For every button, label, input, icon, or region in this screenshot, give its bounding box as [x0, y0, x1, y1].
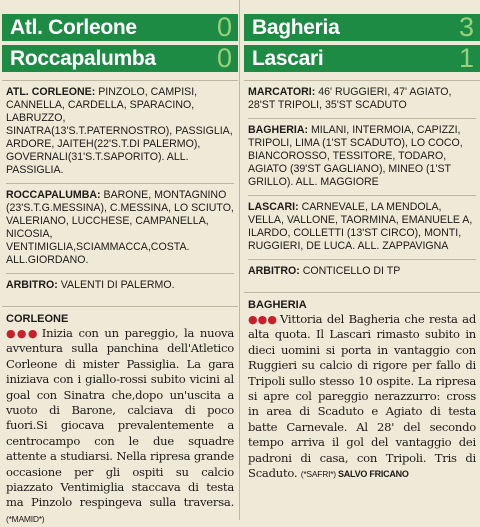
author-name: SALVO FRICANO: [337, 469, 409, 480]
match-info: [244, 80, 480, 284]
team-row-away: [244, 45, 480, 72]
team-row-away: [2, 45, 238, 72]
lineup-team-label: LASCARI:: [248, 201, 299, 213]
referee-name: CONTICELLO DI TP: [302, 265, 401, 277]
report-body: [6, 326, 234, 527]
lineup-team-label: ROCCAPALUMBA:: [6, 189, 101, 201]
signature-tag: (*SAFRI*): [300, 469, 336, 480]
match-column-corleone: [2, 0, 238, 527]
bullet-dots-icon: ●●●: [6, 327, 39, 340]
team-name: Atl. Corleone: [10, 15, 137, 39]
match-column-bagheria: [244, 0, 480, 482]
team-name: Bagheria: [252, 15, 340, 39]
lineup-away: [248, 195, 476, 259]
report-signature: (*MAMID*): [6, 513, 45, 524]
team-score: 0: [216, 43, 232, 73]
column-divider: [239, 0, 240, 520]
report-dateline: CORLEONE: [6, 313, 69, 325]
lineup-players: PINZOLO, CAMPISI, CANNELLA, CARDELLA, SPARACINO, LABRUZZO, SINATRA(13'S.T.PATERNOSTRO), PASSIGLIA, ARDORE, JAITEH(22'S.T.DI PALERMO), GOVERNALI(31'S.T.SAPORITO). ALL. PASSIGLIA.: [6, 86, 233, 176]
lineup-team-label: ATL. CORLEONE:: [6, 86, 96, 98]
team-score: 0: [216, 12, 232, 42]
lineup-players: CARNEVALE, LA MENDOLA, VELLA, VALLONE, TAORMINA, EMANUELE A, ILARDO, COLLETTI (13'ST CIRCO), MONTI, RUGGIERI, DE LUCA. ALL. ZAPPAVIGNA: [248, 201, 473, 252]
report-dateline: BAGHERIA: [248, 299, 307, 311]
lineup-home: [6, 81, 234, 183]
lineup-away: [6, 183, 234, 273]
scoreboard: [2, 14, 238, 72]
report-signature: [301, 469, 409, 479]
team-row-home: [244, 14, 480, 41]
report-body: [248, 312, 476, 482]
team-row-home: [2, 14, 238, 41]
lineup-team-label: BAGHERIA:: [248, 124, 309, 136]
team-score: 1: [458, 43, 474, 73]
scorers-label: MARCATORI:: [248, 86, 316, 98]
bullet-dots-icon: ●●●: [248, 313, 277, 326]
match-report: [244, 292, 480, 482]
referee: [248, 259, 476, 284]
referee-label: ARBITRO:: [248, 265, 300, 277]
scorers-list: 46' RUGGIERI, 47' AGIATO, 28'ST TRIPOLI, 35'ST SCADUTO: [248, 86, 452, 111]
report-text: Inizia con un pareggio, la nuova avventura sulla panchina dell'Atletico Corleone di mister Passiglia. La gara iniziava con i giallo-rossi subito vicini al goal con Sinatra che,dopo un'uscita a vuoto di Barone, calciava di poco fuori.Si giocava prevalentemente a centrocampo con le due squadre attente a studiarsi. Nella ripresa grande occasione per gli ospiti su calcio piazzato Ventimiglia staccava di testa ma Pinzolo respingeva sulla traversa.: [6, 326, 235, 510]
lineup-players: BARONE, MONTAGNINO (23'S.T.G.MESSINA), C.MESSINA, LO SCIUTO, VALERIANO, LUCCHESE, CAMPANELLA, NICOSIA, VENTIMIGLIA,SCIAMMACCA,COSTA. ALL.GIORDANO.: [6, 189, 234, 266]
referee-label: ARBITRO:: [6, 279, 58, 291]
team-name: Lascari: [252, 46, 324, 70]
referee-name: VALENTI DI PALERMO.: [60, 279, 175, 291]
scoreboard: [244, 14, 480, 72]
lineup-players: MILANI, INTERMOIA, CAPIZZI, TRIPOLI, LIMA (1'ST SCADUTO), LO COCO, BIANCOROSSO, TESSITORE, TODARO, AGIATO (39'ST GAGLIANO), MINEO (1'ST GRILLO). ALL. MAGGIORE: [248, 124, 463, 188]
team-score: 3: [458, 12, 474, 42]
match-report: [2, 306, 238, 527]
report-text: Vittoria del Bagheria che resta ad alta quota. Il Lascari rimasto subito in dieci uomini si porta in vantaggio con Ruggieri su calcio di rigore per fallo di Tripoli sullo stesso 10 ospite. La ripresa si apre col pareggio nerazzurro: cross in area di Scaduto e Agiato di testa batte Carnevale. Al 28' del secondo tempo arriva il gol del vantaggio dei padroni di casa, con Tripoli. Tris di Scaduto.: [248, 312, 476, 481]
lineup-home: [248, 118, 476, 195]
match-info: [2, 80, 238, 298]
referee: [6, 273, 234, 298]
team-name: Roccapalumba: [10, 46, 156, 70]
scorers: [248, 81, 476, 118]
